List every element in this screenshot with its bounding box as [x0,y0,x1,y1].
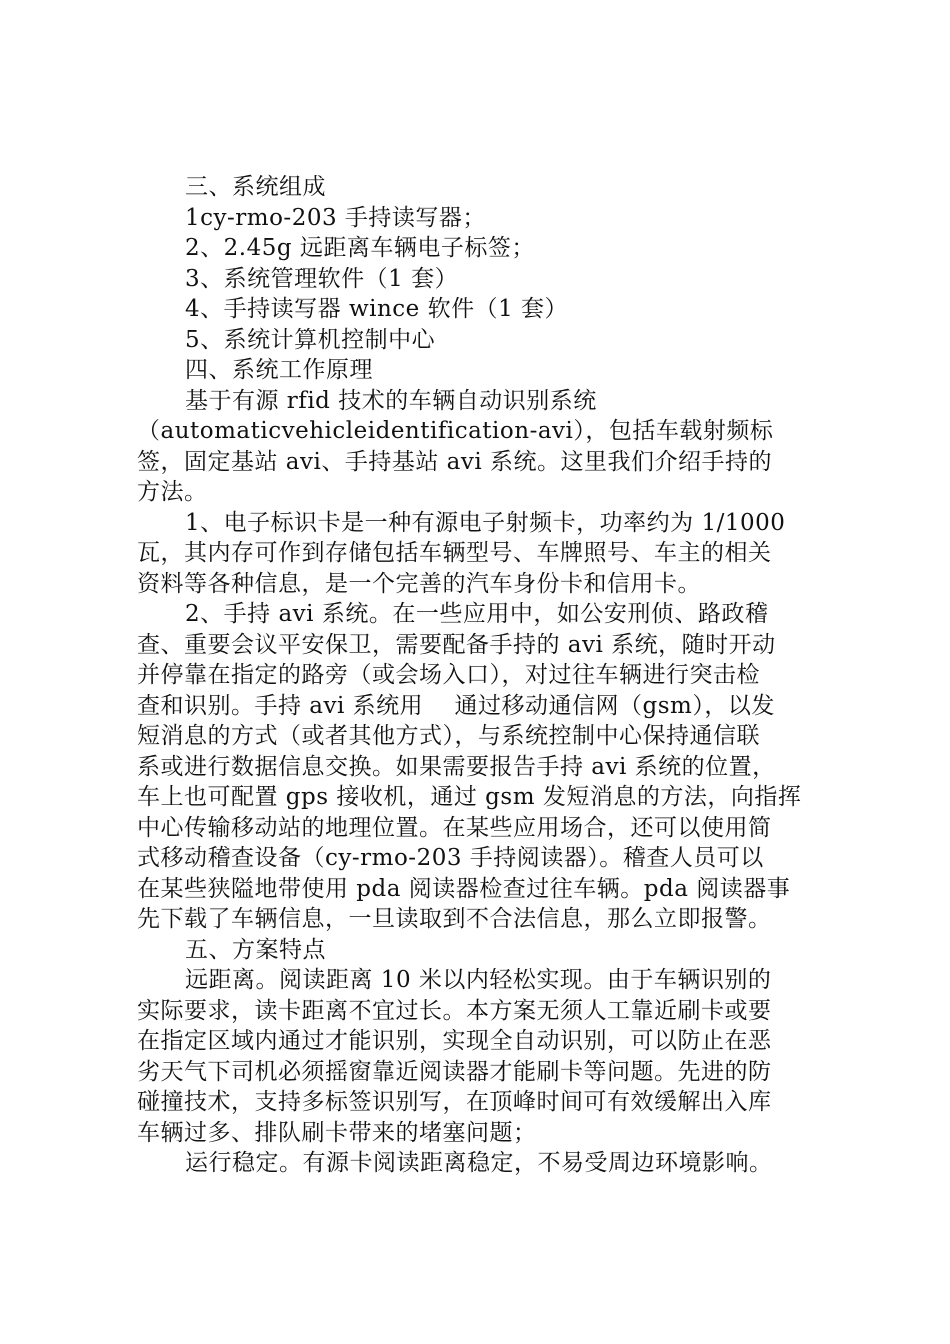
text-line: 3、系统管理软件（1 套） [185,265,459,292]
text-line: 2、2.45g 远距离车辆电子标签； [185,235,535,261]
text-line: 1、电子标识卡是一种有源电子射频卡，功率约为 1/1000 [185,509,786,536]
text-line: 查和识别。手持 avi 系统用 通过移动通信网（gsm），以发 [137,692,775,719]
text-line: 劣天气下司机必须摇窗靠近阅读器才能刷卡等问题。先进的防 [137,1058,772,1085]
text-line: 远距离。阅读距离 10 米以内轻松实现。由于车辆识别的 [185,967,772,993]
text-line: 基于有源 rfid 技术的车辆自动识别系统 [185,387,597,414]
text-line: 车辆过多、排队刷卡带来的堵塞问题； [137,1119,537,1146]
text-line: 资料等各种信息，是一个完善的汽车身份卡和信用卡。 [137,570,701,597]
text-line: 先下载了车辆信息，一旦读取到不合法信息，那么立即报警。 [137,906,772,932]
text-line: 在指定区域内通过才能识别，实现全自动识别，可以防止在恶 [137,1028,772,1054]
text-line: 查、重要会议平安保卫，需要配备手持的 avi 系统，随时开动 [137,631,776,658]
text-line: 实际要求，读卡距离不宜过长。本方案无须人工靠近刷卡或要 [137,997,772,1024]
text-line: （automaticvehicleidentification-avi），包括车载射频标 [137,418,774,444]
text-line: 签，固定基站 avi、手持基站 avi 系统。这里我们介绍手持的 [137,448,773,475]
text-line: 中心传输移动站的地理位置。在某些应用场合，还可以使用简 [137,814,772,841]
text-line: 方法。 [137,479,208,505]
text-line: 1cy-rmo-203 手持读写器； [185,204,486,231]
text-line: 五、方案特点 [185,936,326,963]
text-line: 在某些狭隘地带使用 pda 阅读器检查过往车辆。pda 阅读器事 [137,875,791,902]
text-line: 2、手持 avi 系统。在一些应用中，如公安刑侦、路政稽 [185,601,769,627]
text-line: 短消息的方式（或者其他方式），与系统控制中心保持通信联 [137,723,760,749]
text-line: 系或进行数据信息交换。如果需要报告手持 avi 系统的位置， [137,753,776,780]
text-line: 瓦，其内存可作到存储包括车辆型号、车牌照号、车主的相关 [137,540,772,566]
text-line: 运行稳定。有源卡阅读距离稳定，不易受周边环境影响。 [185,1150,773,1176]
text-line: 式移动稽查设备（cy-rmo-203 手持阅读器）。稽查人员可以 [137,845,764,871]
text-line: 碰撞技术，支持多标签识别写，在顶峰时间可有效缓解出入库 [137,1089,772,1115]
text-line: 并停靠在指定的路旁（或会场入口），对过往车辆进行突击检 [137,662,760,688]
text-line: 四、系统工作原理 [185,357,373,383]
text-line: 5、系统计算机控制中心 [185,326,436,353]
text-line: 车上也可配置 gps 接收机，通过 gsm 发短消息的方法，向指挥 [137,784,802,810]
text-line: 4、手持读写器 wince 软件（1 套） [185,296,569,322]
text-line: 三、系统组成 [185,174,326,200]
document-body [137,172,817,1179]
